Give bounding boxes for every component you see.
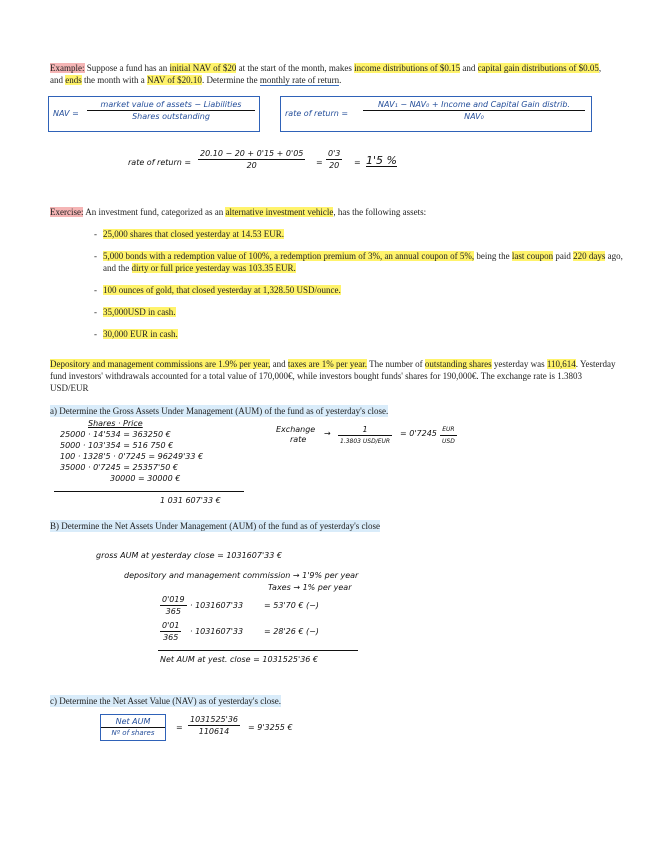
nav-calculation: Net AUM Nº of shares = $\frac{1031525'36}{110614}$ = 9'3255 € — [100, 712, 420, 746]
ror-numerator: NAV₁ − NAV₀ + Income and Capital Gain distrib. — [363, 99, 585, 111]
ror-result: 1'5 % — [366, 154, 397, 167]
ror-fraction — [363, 99, 585, 122]
list-item: - 30,000 EUR in cash. — [94, 328, 624, 340]
question-c-label: c) Determine the Net Asset Value (NAV) as of yesterday's close. — [50, 696, 281, 706]
nav-result-box: Net AUM Nº of shares — [100, 714, 166, 741]
nav-numerator: market value of assets − Liabilities — [87, 99, 255, 111]
nav-fraction — [87, 99, 255, 122]
asset-list — [94, 228, 624, 350]
workings-line: 30000 = 30000 € — [110, 474, 181, 483]
example-paragraph: Example: Suppose a fund has an initial NAV of $20 at the start of the month, makes income distributions of $0.15 and capital gain distributions of $0.05, and ends the month with a NAV of $20.10. Determine the monthly rate of return. — [50, 63, 602, 85]
workings-line: 25000 · 14'534 = 363250 € — [60, 430, 171, 439]
list-item: - 5,000 bonds with a redemption value of 100%, a redemption premium of 3%, an annual coupon of 5%, being the last coupon paid 220 days ago, and the dirty or full price yesterday was 103.35 EUR. — [94, 250, 624, 274]
ror-calc-fraction-2: $\frac{0'3}{20}$ — [328, 149, 341, 170]
ror-calculation: rate of return = $\frac{20.10 - 20 + 0'15 + 0'05}{20}$ = $\frac{0'3}{20}$ = 1'5 % — [128, 149, 397, 170]
exchange-rate-note: Exchange rate → 1 1.3803 USD/EUR = 0'7245 EUR USD — [276, 425, 455, 445]
gross-aum-line: gross AUM at yesterday close = 1031607'33 € — [96, 551, 282, 560]
list-item: - 100 ounces of gold, that closed yesterday at 1,328.50 USD/ounce. — [94, 284, 624, 296]
nav-lhs: NAV = — [53, 109, 79, 118]
commission-line: depository and management commission → 1'9% per year — [124, 571, 359, 580]
nav-result: = 9'3255 € — [248, 723, 293, 732]
exercise-label: Exercise: — [50, 207, 84, 217]
workings-line: 100 · 1328'5 · 0'7245 = 96249'33 € — [60, 452, 204, 461]
exercise-intro: Exercise: An investment fund, categorized as an alternative investment vehicle, has the following assets: — [50, 207, 427, 217]
question-a-label: a) Determine the Gross Assets Under Management (AUM) of the fund as of yesterday's close. — [50, 406, 389, 416]
net-aum-line: Net AUM at yest. close = 1031525'36 € — [160, 655, 319, 664]
ror-lhs: rate of return = — [285, 109, 349, 118]
workings-line: 5000 · 103'354 = 516 750 € — [60, 441, 174, 450]
commission-calc: $\frac{0'019}{365}$ · 1031607'33 = 53'70 € (−) — [162, 595, 319, 616]
taxes-calc: $\frac{0'01}{365}$ · 1031607'33 = 28'26 € (−) — [162, 621, 319, 642]
depository-paragraph: Depository and management commissions are 1.9% per year, and taxes are 1% per year. The number of outstanding shares yesterday was 110,614. Yesterday fund investors' withdrawals accounted for a total value of 170,000€, while investors bought funds' shares for 190,000€. The exchange rate is 1.3803 USD/EUR — [50, 359, 616, 393]
total-divider — [54, 491, 244, 492]
gross-aum-total: 1 031 607'33 € — [160, 496, 221, 505]
net-divider — [158, 650, 358, 651]
workings-line: 35000 · 0'7245 = 25357'50 € — [60, 463, 178, 472]
list-item: - 35,000USD in cash. — [94, 306, 624, 318]
nav-denominator: Shares outstanding — [132, 112, 210, 121]
workings-header: Shares · Price — [88, 419, 143, 428]
ror-calc-fraction: $\frac{20.10 - 20 + 0'15 + 0'05}{20}$ — [200, 149, 304, 170]
taxes-line: Taxes → 1% per year — [268, 583, 352, 592]
list-item: - 25,000 shares that closed yesterday at 14.53 EUR. — [94, 228, 624, 240]
ror-formula-box — [280, 96, 592, 132]
ror-denominator: NAV₀ — [464, 112, 484, 121]
example-label: Example: — [50, 63, 85, 73]
gross-aum-workings — [60, 418, 260, 484]
nav-formula-box — [48, 96, 260, 132]
question-b-label: B) Determine the Net Assets Under Management (AUM) of the fund as of yesterday's close — [50, 521, 381, 531]
